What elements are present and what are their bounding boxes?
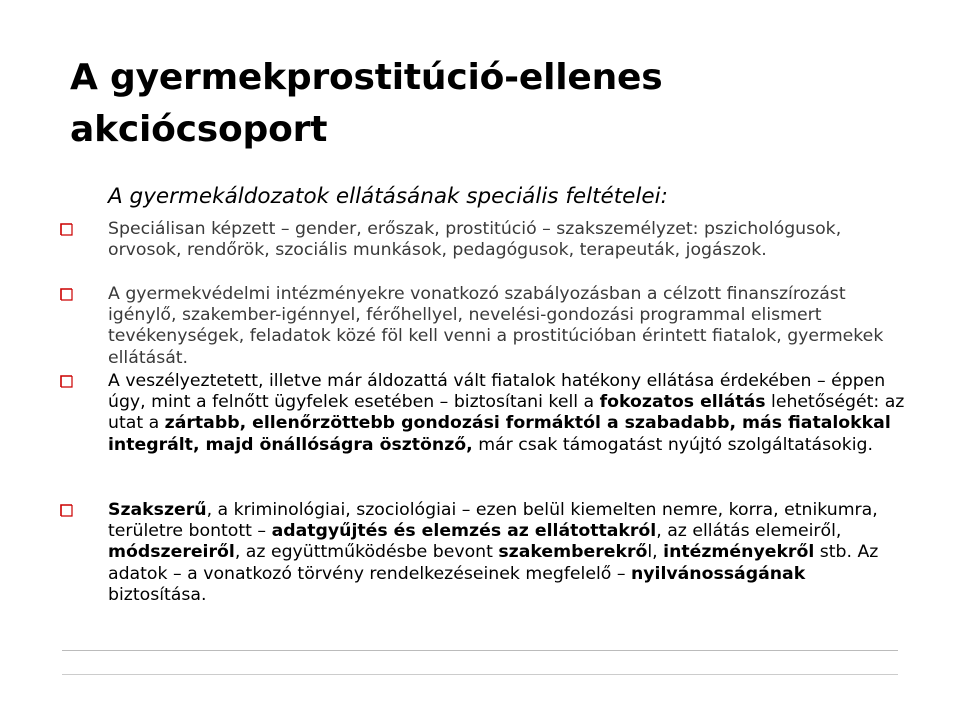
bold-text-run: fokozatos ellátás (599, 392, 766, 413)
bullet-text (108, 371, 904, 455)
text-run: A veszélyeztetett, illetve már áldozattá vált fiatalok hatékony ellátása érdekében – éppen úgy, mint a felnőtt ügyfelek esetében – biztosítani kell a (108, 371, 886, 413)
text-run: , az együttműködésbe bevont (234, 542, 499, 563)
bullet-text (108, 219, 841, 260)
square-bullet-icon (60, 223, 73, 236)
slide-title: A gyermekprostitúció-ellenes akciócsoport (70, 57, 663, 150)
text-run: lehetőségét: az utat a (108, 392, 905, 434)
bullet-text (108, 284, 883, 368)
text-run: , az ellátás elemeiről, (656, 521, 842, 542)
bullet-item-3 (108, 371, 908, 456)
text-run: A gyermekvédelmi intézményekre vonatkozó szabályozásban a célzott finanszírozást igénylő, szakember-igénnyel, férőhellyel, nevelési-gondozási programmal elismert tevékenységek, feladatok közé föl kell venni a prostitúcióban érintett fiatalok, gyermekek ellátását. (108, 284, 884, 368)
divider-line (62, 674, 898, 675)
square-bullet-icon (60, 375, 73, 388)
text-run: l, (647, 542, 664, 563)
bold-text-run: intézményekről (663, 542, 815, 563)
bold-text-run: Szakszerű (108, 500, 207, 520)
slide-subtitle: A gyermekáldozatok ellátásának speciális feltételei: (108, 184, 668, 209)
bold-text-run: nyilvánosságának (630, 563, 806, 584)
square-bullet-icon (60, 288, 73, 301)
square-bullet-icon (60, 504, 73, 517)
bold-text-run: zártabb, ellenőrzöttebb gondozási formáktól a szabadabb, más fiatalokkal integrált, majd önállóságra ösztönző, (108, 413, 891, 455)
bullet-text (108, 500, 878, 605)
text-run: biztosítása. (108, 584, 207, 605)
bold-text-run: módszereiről (108, 542, 235, 563)
text-run: Speciálisan képzett – gender, erőszak, prostitúció – szakszemélyzet: pszichológusok, orvosok, rendőrök, szociális munkások, pedagógusok, terapeuták, jogászok. (108, 219, 842, 261)
bullet-item-4 (108, 500, 908, 606)
text-run: stb. Az adatok – a vonatkozó törvény rendelkezéseinek megfelelő – (108, 542, 879, 584)
text-run: már csak támogatást nyújtó szolgáltatásokig. (472, 434, 873, 455)
text-run: , a kriminológiai, szociológiai – ezen belül kiemelten nemre, korra, etnikumra, területre bontott – (108, 500, 878, 542)
bold-text-run: adatgyűjtés és elemzés az ellátottakról (271, 521, 657, 542)
bullet-item-1 (108, 219, 908, 261)
bold-text-run: szakemberekrő (498, 542, 648, 563)
bullet-item-2 (108, 284, 908, 369)
divider-line (62, 650, 898, 651)
